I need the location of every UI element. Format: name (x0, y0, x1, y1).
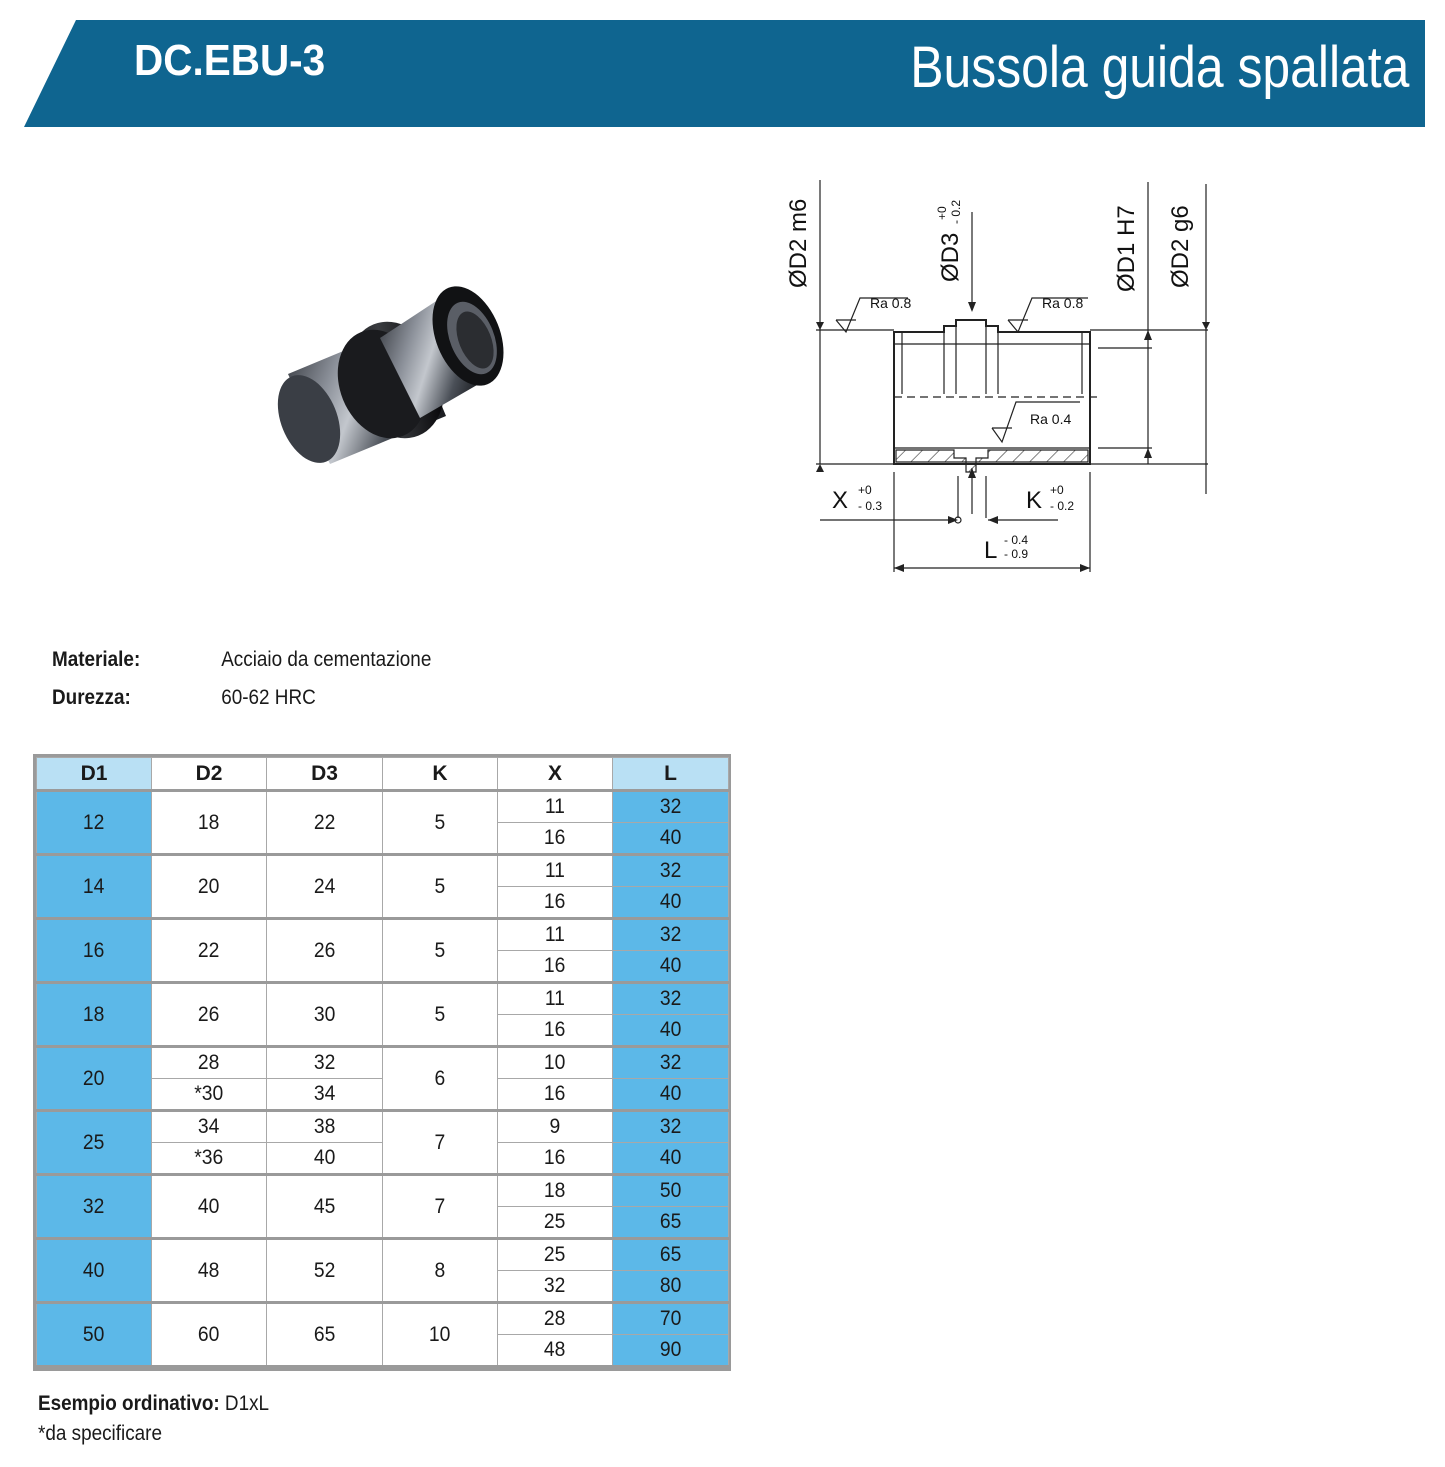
cell-x-value: 32 (544, 1274, 566, 1297)
cell-d1-value: 32 (83, 1194, 105, 1218)
cell-d1-value: 12 (83, 810, 105, 834)
cell-d1-value: 50 (83, 1322, 105, 1346)
cell-k (383, 1175, 498, 1239)
cell-x-value: 25 (544, 1210, 566, 1233)
cell-l-value: 40 (659, 1146, 682, 1169)
cell-d3 (267, 791, 383, 855)
material-label: Materiale: (52, 648, 141, 671)
cell-d2-value: 60 (198, 1322, 220, 1346)
cell-l-value: 65 (659, 1243, 682, 1266)
cell-d3-value: 30 (313, 1002, 336, 1026)
cell-d3 (267, 919, 383, 983)
label-d3: ØD3 (937, 232, 964, 282)
cell-l (613, 823, 729, 855)
table-row (37, 983, 729, 1015)
order-value: D1xL (224, 1392, 270, 1415)
cell-l-value: 32 (659, 859, 682, 882)
table-row (37, 1239, 729, 1271)
cell-x (498, 951, 613, 983)
cell-d2 (152, 1111, 267, 1143)
cell-x-value: 48 (544, 1338, 566, 1361)
cell-d3 (267, 1111, 383, 1143)
hardness-value: 60-62 HRC (221, 686, 316, 709)
cell-d3-value: 65 (313, 1322, 336, 1346)
label-k: K (1026, 487, 1043, 514)
label-ra-left: Ra 0.8 (870, 295, 912, 311)
dimensions-table (33, 754, 731, 1371)
table-header-row (37, 758, 729, 791)
cell-d3 (267, 1047, 383, 1079)
cell-x-value: 18 (544, 1179, 566, 1202)
header-k: K (383, 758, 498, 791)
cell-d2 (152, 1079, 267, 1111)
cell-d3-value: 24 (313, 874, 336, 898)
cell-d2 (152, 1047, 267, 1079)
cell-d1 (37, 1047, 152, 1111)
cell-d1 (37, 1175, 152, 1239)
cell-l-value: 90 (659, 1338, 682, 1361)
cell-l-value: 32 (659, 987, 682, 1010)
label-ra-inner: Ra 0.4 (1030, 411, 1072, 427)
cell-x (498, 1335, 613, 1367)
cell-d2 (152, 983, 267, 1047)
cell-d1-value: 20 (83, 1066, 105, 1090)
cell-d1-value: 40 (83, 1258, 105, 1282)
cell-x-value: 16 (544, 890, 566, 913)
cell-k (383, 1111, 498, 1175)
cell-k-value: 5 (434, 874, 446, 898)
cell-l (613, 1175, 729, 1207)
table-row (37, 791, 729, 823)
cell-k-value: 7 (434, 1130, 446, 1154)
cell-x-value: 10 (544, 1051, 566, 1074)
cell-d2 (152, 1175, 267, 1239)
cell-l-value: 70 (659, 1307, 682, 1330)
cell-x-value: 11 (544, 987, 566, 1010)
cell-x (498, 887, 613, 919)
cell-l (613, 951, 729, 983)
cell-d2-value: 26 (198, 1002, 220, 1026)
cell-d2 (152, 919, 267, 983)
header-d3: D3 (267, 758, 383, 791)
cell-d2 (152, 855, 267, 919)
cell-l (613, 1143, 729, 1175)
cell-l-value: 50 (659, 1179, 682, 1202)
cell-l (613, 1015, 729, 1047)
cell-d2 (152, 1239, 267, 1303)
cell-x-value: 9 (549, 1115, 561, 1138)
cell-d2-value: 22 (198, 938, 220, 962)
label-ra-right: Ra 0.8 (1042, 295, 1084, 311)
cell-l (613, 1271, 729, 1303)
cell-d2-value: 48 (198, 1258, 220, 1282)
cell-l (613, 1079, 729, 1111)
cell-l (613, 887, 729, 919)
cell-x (498, 1079, 613, 1111)
cell-l (613, 1111, 729, 1143)
cell-l (613, 983, 729, 1015)
cell-d1 (37, 791, 152, 855)
cell-k (383, 1047, 498, 1111)
cell-x (498, 1143, 613, 1175)
hardness-label: Durezza: (52, 686, 131, 709)
cell-x-value: 16 (544, 1018, 566, 1041)
cell-l-value: 40 (659, 954, 682, 977)
cell-d3-value: 45 (313, 1194, 336, 1218)
label-k-tol-top: +0 (1050, 483, 1064, 497)
label-x: X (832, 487, 849, 514)
cell-d2-value: 20 (198, 874, 220, 898)
cell-x-value: 11 (544, 859, 566, 882)
label-k-tol-bot: - 0.2 (1050, 499, 1075, 513)
label-l: L (984, 537, 998, 564)
cell-k-value: 5 (434, 1002, 446, 1026)
cell-x-value: 16 (544, 954, 566, 977)
cell-d1 (37, 1111, 152, 1175)
cell-l-value: 32 (659, 923, 682, 946)
table-row (37, 1111, 729, 1143)
spec-hardness (52, 686, 316, 710)
label-l-tol-top: - 0.4 (1004, 533, 1029, 547)
cell-d3 (267, 1239, 383, 1303)
cell-x-value: 25 (544, 1243, 566, 1266)
product-photo (268, 266, 508, 482)
cell-d2-value: *30 (194, 1082, 224, 1105)
cell-k (383, 791, 498, 855)
order-label: Esempio ordinativo: (38, 1392, 220, 1415)
cell-d3-value: 52 (313, 1258, 336, 1282)
cell-x (498, 1239, 613, 1271)
label-d1h7: ØD1 H7 (1113, 205, 1140, 292)
label-d3-tol-bot: - 0.2 (949, 199, 963, 224)
cell-d2 (152, 1143, 267, 1175)
cell-d3 (267, 1079, 383, 1111)
cell-l-value: 40 (659, 1018, 682, 1041)
cell-k (383, 919, 498, 983)
cell-l-value: 80 (659, 1274, 682, 1297)
cell-d3-value: 32 (313, 1051, 336, 1074)
cell-x (498, 1303, 613, 1335)
table-row (37, 1175, 729, 1207)
cell-x-value: 16 (544, 1146, 566, 1169)
cell-l (613, 1239, 729, 1271)
cell-l-value: 65 (659, 1210, 682, 1233)
cell-l-value: 40 (659, 826, 682, 849)
cell-d2 (152, 1303, 267, 1367)
cell-d2-value: 40 (198, 1194, 220, 1218)
header-l: L (613, 758, 729, 791)
cell-d1 (37, 855, 152, 919)
cell-l-value: 40 (659, 1082, 682, 1105)
label-d2m6: ØD2 m6 (785, 198, 812, 288)
footnote: *da specificare (38, 1422, 162, 1445)
cell-k (383, 1239, 498, 1303)
cell-d1 (37, 919, 152, 983)
cell-x-value: 11 (544, 923, 566, 946)
cell-x (498, 919, 613, 951)
cell-d1-value: 18 (83, 1002, 105, 1026)
cell-d2-value: *36 (194, 1146, 224, 1169)
cell-d2 (152, 791, 267, 855)
table-row (37, 1303, 729, 1335)
cell-l (613, 1207, 729, 1239)
cell-x-value: 11 (544, 795, 566, 818)
cell-l-value: 32 (659, 1051, 682, 1074)
cell-x (498, 983, 613, 1015)
order-example (38, 1392, 269, 1416)
product-code: DC.EBU-3 (134, 36, 326, 85)
header-d2: D2 (152, 758, 267, 791)
cell-x (498, 1015, 613, 1047)
cell-k (383, 1303, 498, 1367)
cell-d3-value: 22 (313, 810, 336, 834)
cell-k-value: 5 (434, 810, 446, 834)
cell-d3-value: 34 (313, 1082, 336, 1105)
cell-d2-value: 28 (198, 1051, 220, 1074)
cell-x-value: 28 (544, 1307, 566, 1330)
cell-d3 (267, 1303, 383, 1367)
cell-k (383, 983, 498, 1047)
cell-d1 (37, 983, 152, 1047)
cell-d1-value: 16 (83, 938, 105, 962)
spec-material (52, 648, 431, 672)
table-row (37, 1047, 729, 1079)
cell-l-value: 32 (659, 795, 682, 818)
cell-x (498, 791, 613, 823)
cell-x (498, 855, 613, 887)
label-d3-tol-top: +0 (935, 206, 949, 220)
cell-x (498, 1111, 613, 1143)
cell-d3-value: 26 (313, 938, 336, 962)
cell-l (613, 1303, 729, 1335)
cell-x (498, 1047, 613, 1079)
cell-d1-value: 25 (83, 1130, 105, 1154)
cell-d3 (267, 983, 383, 1047)
cell-d1 (37, 1303, 152, 1367)
table-row (37, 919, 729, 951)
cell-k-value: 7 (434, 1194, 446, 1218)
product-title: Bussola guida spallata (909, 35, 1409, 100)
cell-l (613, 919, 729, 951)
label-d2g6: ØD2 g6 (1167, 205, 1194, 288)
header-d1: D1 (37, 758, 152, 791)
label-x-tol-bot: - 0.3 (858, 499, 883, 513)
cell-k-value: 10 (429, 1322, 451, 1346)
cell-d3-value: 38 (313, 1115, 336, 1138)
header-x: X (498, 758, 613, 791)
cell-l (613, 1335, 729, 1367)
cell-d2-value: 34 (198, 1115, 220, 1138)
cell-d1 (37, 1239, 152, 1303)
cell-d3 (267, 1175, 383, 1239)
material-value: Acciaio da cementazione (221, 648, 432, 671)
cell-d1-value: 14 (83, 874, 105, 898)
cell-d2-value: 18 (198, 810, 220, 834)
cell-x (498, 823, 613, 855)
cell-k-value: 5 (434, 938, 446, 962)
cell-d3 (267, 855, 383, 919)
cell-k-value: 6 (434, 1066, 446, 1090)
label-l-tol-bot: - 0.9 (1004, 547, 1029, 561)
cell-x (498, 1207, 613, 1239)
cell-d3-value: 40 (313, 1146, 336, 1169)
cell-x (498, 1271, 613, 1303)
cell-x-value: 16 (544, 1082, 566, 1105)
cell-l (613, 1047, 729, 1079)
technical-drawing (776, 172, 1236, 582)
cell-d3 (267, 1143, 383, 1175)
cell-x-value: 16 (544, 826, 566, 849)
cell-l (613, 791, 729, 823)
cell-k-value: 8 (434, 1258, 446, 1282)
table-row (37, 855, 729, 887)
cell-k (383, 855, 498, 919)
cell-l (613, 855, 729, 887)
cell-l-value: 40 (659, 890, 682, 913)
cell-l-value: 32 (659, 1115, 682, 1138)
cell-x (498, 1175, 613, 1207)
label-x-tol-top: +0 (858, 483, 872, 497)
